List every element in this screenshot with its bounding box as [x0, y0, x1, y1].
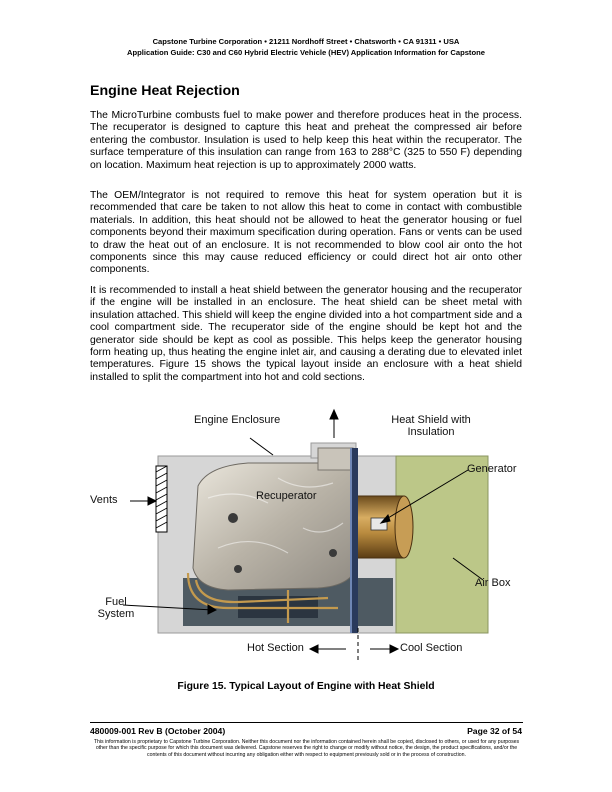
- label-fuel-line1: Fuel: [105, 596, 127, 608]
- recuperator-body: [193, 463, 356, 590]
- engine-layout-diagram: [88, 408, 524, 668]
- label-generator: Generator: [467, 463, 517, 475]
- label-heat-shield-line1: Heat Shield with: [391, 414, 471, 426]
- footer-divider: [90, 722, 523, 723]
- label-engine-enclosure: Engine Enclosure: [194, 414, 281, 426]
- paragraph-2: The OEM/Integrator is not required to remove this heat for system operation but it is recommended that care be taken to not allow this heat to come in contact with combustible materials. In addition, this heat should not be allowed to heat the generator housing or fuel components beyond their maximum specification during operation. Fans or vents can be used to draw the heat out of an enclosure. It is not recommended to blow cool air onto the hot components since this may cause reduced efficiency or could direct hot air onto other components.: [90, 190, 522, 276]
- paragraph-1: The MicroTurbine combusts fuel to make power and therefore produces heat in the process. The recuperator is designed to capture this heat and preheat the compressed air before entering the combustor. Insulation is used to help keep this heat within the recuperator. The surface temperature of this insulation can range from 163 to 288°C (325 to 550 F) depending on location. Maximum heat rejection is up to approximately 2000 watts.: [90, 110, 522, 171]
- header-guide-line: Application Guide: C30 and C60 Hybrid Electric Vehicle (HEV) Application Information for Capstone: [127, 48, 485, 57]
- label-recuperator: Recuperator: [256, 490, 317, 502]
- vents-arrowhead: [148, 497, 156, 505]
- recuperator-bolt: [234, 565, 242, 573]
- exhaust-collar: [318, 448, 353, 470]
- label-heat-shield: [385, 414, 477, 438]
- label-cool-section: Cool Section: [400, 642, 463, 654]
- label-fuel-line2: System: [97, 608, 135, 620]
- recuperator-bolt: [228, 513, 238, 523]
- label-fuel-system: [96, 596, 136, 620]
- heat-shield-insulation: [350, 448, 352, 633]
- paragraph-3: It is recommended to install a heat shield between the generator housing and the recuperator if the engine will be installed in an enclosure. The heat shield can be sheet metal with insulation attached. This shield will keep the engine divided into a hot compartment side and a cool compartment side. The recuperator side of the engine should be kept hot and the generator side should be kept as cool as possible. This helps keep the generator housing form heating up, thus heating the engine inlet air, and causing a derating due to elevated inlet temperatures. Figure 15 shows the typical layout inside an enclosure with a heat shield installed to split the compartment into hot and cold sections.: [90, 285, 522, 383]
- heat-up-arrowhead: [330, 410, 338, 419]
- header-company-line: Capstone Turbine Corporation • 21211 Nordhoff Street • Chatsworth • CA 91311 • USA: [152, 37, 460, 46]
- engine-layout-figure: [88, 408, 524, 668]
- figure-caption: Figure 15. Typical Layout of Engine with Heat Shield: [177, 681, 435, 692]
- section-title: Engine Heat Rejection: [90, 83, 240, 99]
- footer-disclaimer: This information is proprietary to Capstone Turbine Corporation. Neither this document nor the information contained herein shall be copied, disclosed to others, or used for any purposes other than the specific purpose for which this document was delivered. Capstone reserves the right to change or modify without notice, the design, the product specifications, and/or the contents of this document without incurring any obligation either with respect to equipment previously sold or in the process of construction.: [93, 739, 520, 758]
- footer-page-number: Page 32 of 54: [467, 726, 522, 736]
- label-air-box: Air Box: [475, 577, 511, 589]
- label-hot-section: Hot Section: [247, 642, 304, 654]
- footer-doc-id: 480009-001 Rev B (October 2004): [90, 726, 226, 736]
- hot-arrowhead: [310, 645, 318, 653]
- cool-arrowhead: [390, 645, 398, 653]
- label-vents: Vents: [90, 494, 118, 506]
- generator-face: [395, 496, 413, 558]
- recuperator-bolt: [329, 549, 337, 557]
- label-heat-shield-line2: Insulation: [407, 426, 455, 438]
